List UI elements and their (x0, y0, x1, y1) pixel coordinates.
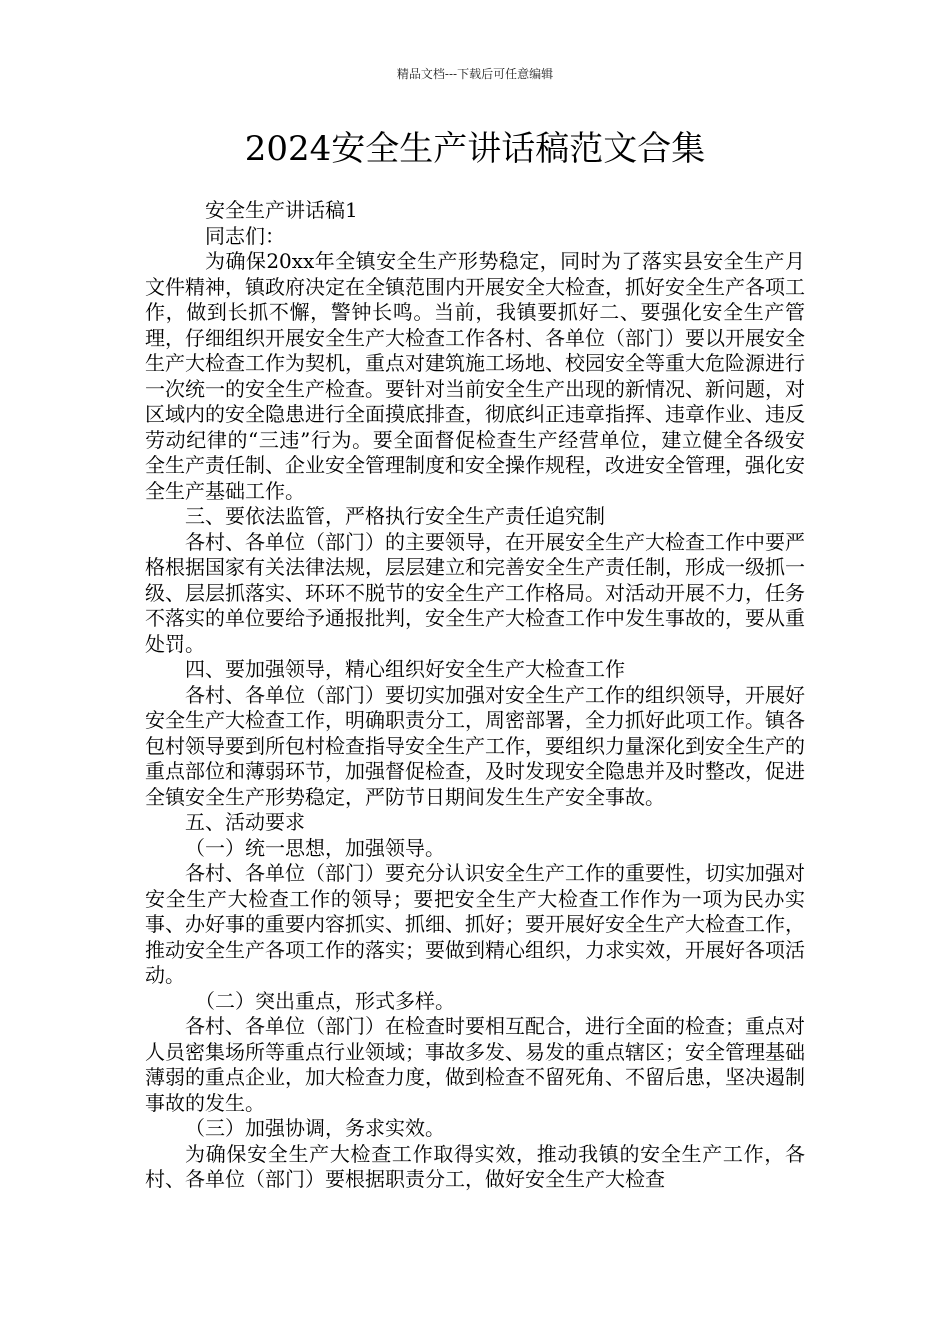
speech-heading: 安全生产讲话稿1 (205, 198, 358, 222)
paragraph-section-4: 各村、各单位（部门）要切实加强对安全生产工作的组织领导，开展好安全生产大检查工作，明确职责分工，周密部署，全力抓好此项工作。镇各包村领导要到所包村检查指导安全生产工作，要组织力量深化到安全生产的重点部位和薄弱环节，加强督促检查，及时发现安全隐患并及时整改，促进全镇安全生产形势稳定，严防节日期间发生生产安全事故。 (145, 682, 805, 809)
paragraph-sub-3: 为确保安全生产大检查工作取得实效，推动我镇的安全生产工作，各村、各单位（部门）要根据职责分工，做好安全生产大检查 (145, 1141, 805, 1191)
subheading-2: （二）突出重点，形式多样。 (195, 988, 455, 1013)
document-body (145, 198, 805, 1193)
section-heading-3: 三、要依法监管，严格执行安全生产责任追究制 (185, 504, 605, 528)
subheading-3: （三）加强协调，务求实效。 (185, 1116, 445, 1140)
subheading-1: （一）统一思想，加强领导。 (185, 835, 445, 860)
paragraph-sub-1: 各村、各单位（部门）要充分认识安全生产工作的重要性，切实加强对安全生产大检查工作的领导；要把安全生产大检查工作作为一项为民办实事、办好事的重要内容抓实、抓细、抓好；要开展好安全生产大检查工作，推动安全生产各项工作的落实；要做到精心组织，力求实效，开展好各项活动。 (145, 861, 805, 987)
paragraph-intro: 为确保20xx年全镇安全生产形势稳定，同时为了落实县安全生产月文件精神，镇政府决定在全镇范围内开展安全大检查，抓好安全生产各项工作，做到长抓不懈，警钟长鸣。当前，我镇要抓好二、要强化安全生产管理，仔细组织开展安全生产大检查工作各村、各单位（部门）要以开展安全生产大检查工作为契机，重点对建筑施工场地、校园安全等重大危险源进行一次统一的安全生产检查。要针对当前安全生产出现的新情况、新问题，对区域内的安全隐患进行全面摸底排查，彻底纠正违章指挥、违章作业、违反劳动纪律的“三违”行为。要全面督促检查生产经营单位，建立健全各级安全生产责任制、企业安全管理制度和安全操作规程，改进安全管理，强化安全生产基础工作。 (145, 249, 805, 503)
section-heading-5: 五、活动要求 (185, 810, 305, 834)
header-note: 精品文档---下载后可任意编辑 (396, 67, 554, 81)
paragraph-sub-2: 各村、各单位（部门）在检查时要相互配合，进行全面的检查；重点对人员密集场所等重点行业领域；事故多发、易发的重点辖区；安全管理基础薄弱的重点企业，加大检查力度，做到检查不留死角、不留后患，坚决遏制事故的发生。 (145, 1014, 805, 1115)
salutation: 同志们： (205, 223, 285, 248)
paragraph-section-3: 各村、各单位（部门）的主要领导，在开展安全生产大检查工作中要严格根据国家有关法律法规，层层建立和完善安全生产责任制，形成一级抓一级、层层抓落实、环环不脱节的安全生产工作格局。对活动开展不力，任务不落实的单位要给予通报批判，安全生产大检查工作中发生事故的，要从重处罚。 (145, 529, 805, 656)
document-title: 2024安全生产讲话稿范文合集 (244, 129, 706, 169)
section-heading-4: 四、要加强领导，精心组织好安全生产大检查工作 (185, 657, 625, 681)
